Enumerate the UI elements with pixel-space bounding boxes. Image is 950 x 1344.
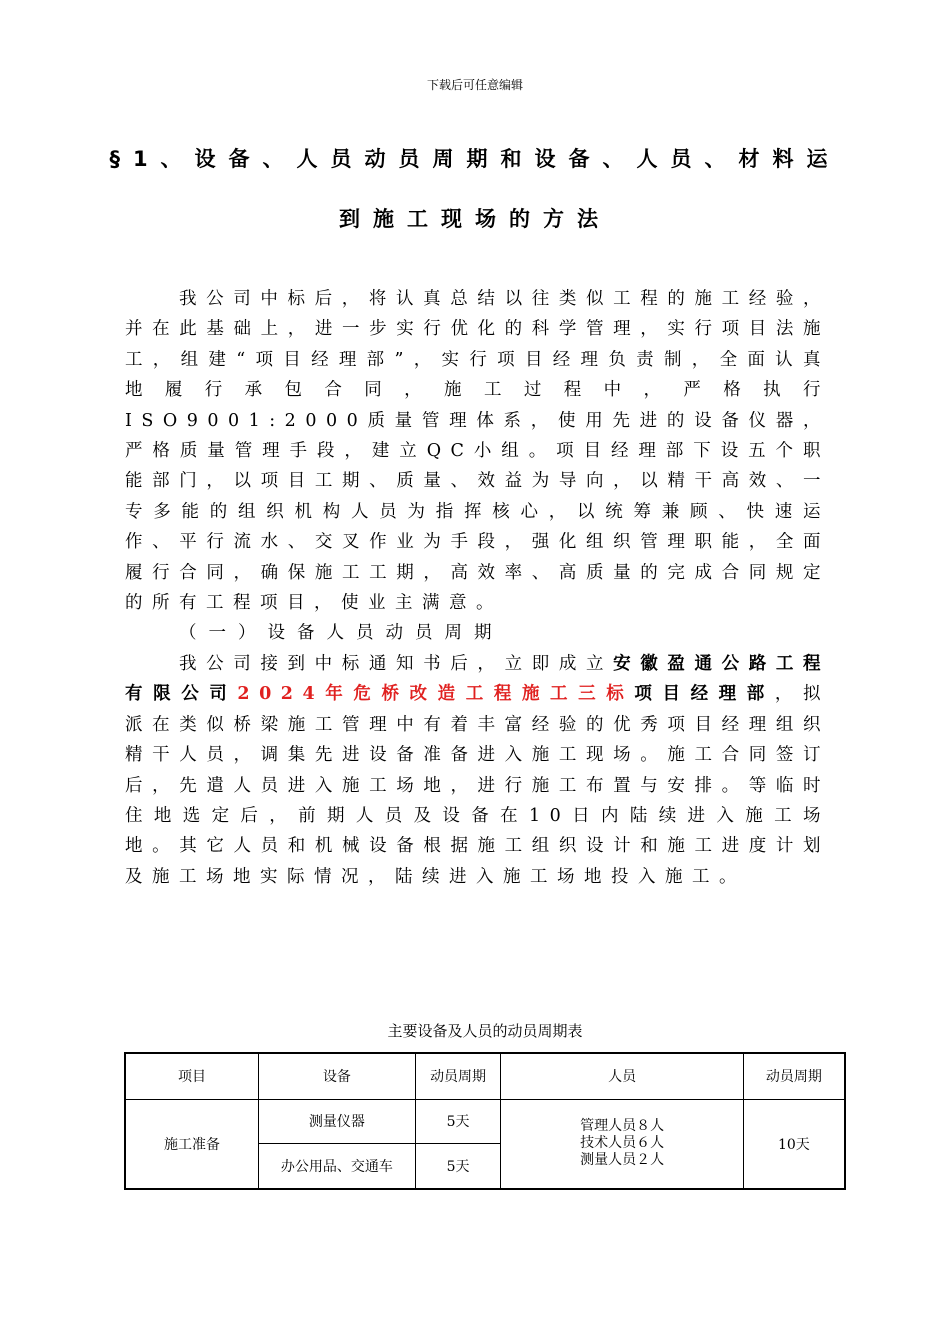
- cell-equipment-period: 5天: [415, 1143, 501, 1189]
- document-title-line-2: 到施工现场的方法: [339, 207, 611, 231]
- header-equipment: 设备: [259, 1053, 416, 1099]
- header-note: 下载后可任意编辑: [426, 78, 523, 92]
- header-personnel: 人员: [501, 1053, 743, 1099]
- paragraph-intro: 我公司中标后，将认真总结以往类似工程的施工经验，并在此基础上，进一步实行优化的科学管理，实行项目法施工，组建“项目经理部”，实行项目经理负责制，全面认真地履行承包合同，施工过程中，严格执行ISO9001:2000质量管理体系，使用先进的设备仪器，严格质量管理手段，建立QC小组。项目经理部下设五个职能部门，以项目工期、质量、效益为导向，以精干高效、一专多能的组织机构人员为指挥核心，以统筹兼顾、快速运作、平行流水、交叉作业为手段，强化组织管理职能，全面履行合同，确保施工工期，高效率、高质量的完成合同规定的所有工程项目，使业主满意。: [125, 289, 830, 614]
- cell-personnel: [501, 1099, 743, 1189]
- table-header-row: [125, 1053, 845, 1099]
- paragraph-lead: 我公司接到中标通知书后，立即成立: [179, 653, 614, 674]
- document-title-line-1: §1、设备、人员动员周期和设备、人员、材料运: [109, 147, 841, 171]
- document-body: [125, 284, 830, 892]
- project-department: 项目经理部: [634, 684, 775, 705]
- personnel-survey: 测量人员２人: [580, 1152, 665, 1169]
- paragraph-rest: ，拟派在类似桥梁施工管理中有着丰富经验的优秀项目经理组织精干人员，调集先进设备准备进入施工现场。施工合同签订后，先遣人员进入施工场地，进行施工布置与安排。等临时住地选定后，前期人员及设备在10日内陆续进入施工场地。其它人员和机械设备根据施工组织设计和施工进度计划及施工场地实际情况，陆续进入施工场地投入施工。: [125, 684, 831, 887]
- header-item: 项目: [125, 1053, 259, 1099]
- cell-equipment-period: 5天: [415, 1099, 501, 1143]
- mobilization-table: [124, 1052, 846, 1190]
- cell-equipment: 办公用品、交通车: [259, 1143, 416, 1189]
- table-caption: 主要设备及人员的动员周期表: [387, 1022, 583, 1040]
- paragraph-mobilization: [125, 649, 830, 892]
- section-heading-mobilization: （一）设备人员动员周期: [179, 623, 504, 644]
- header-personnel-period: 动员周期: [743, 1053, 845, 1099]
- header-equipment-period: 动员周期: [415, 1053, 501, 1099]
- cell-equipment: 测量仪器: [259, 1099, 416, 1143]
- table-row: [125, 1099, 845, 1143]
- personnel-management: 管理人员８人: [580, 1118, 665, 1135]
- company-name: 安徽盈通公路工程有限公司: [125, 653, 831, 705]
- cell-personnel-period: 10天: [743, 1099, 845, 1189]
- personnel-technical: 技术人员６人: [580, 1135, 665, 1152]
- project-name: 2024年危桥改造工程施工三标: [237, 684, 635, 705]
- cell-item: 施工准备: [125, 1099, 259, 1189]
